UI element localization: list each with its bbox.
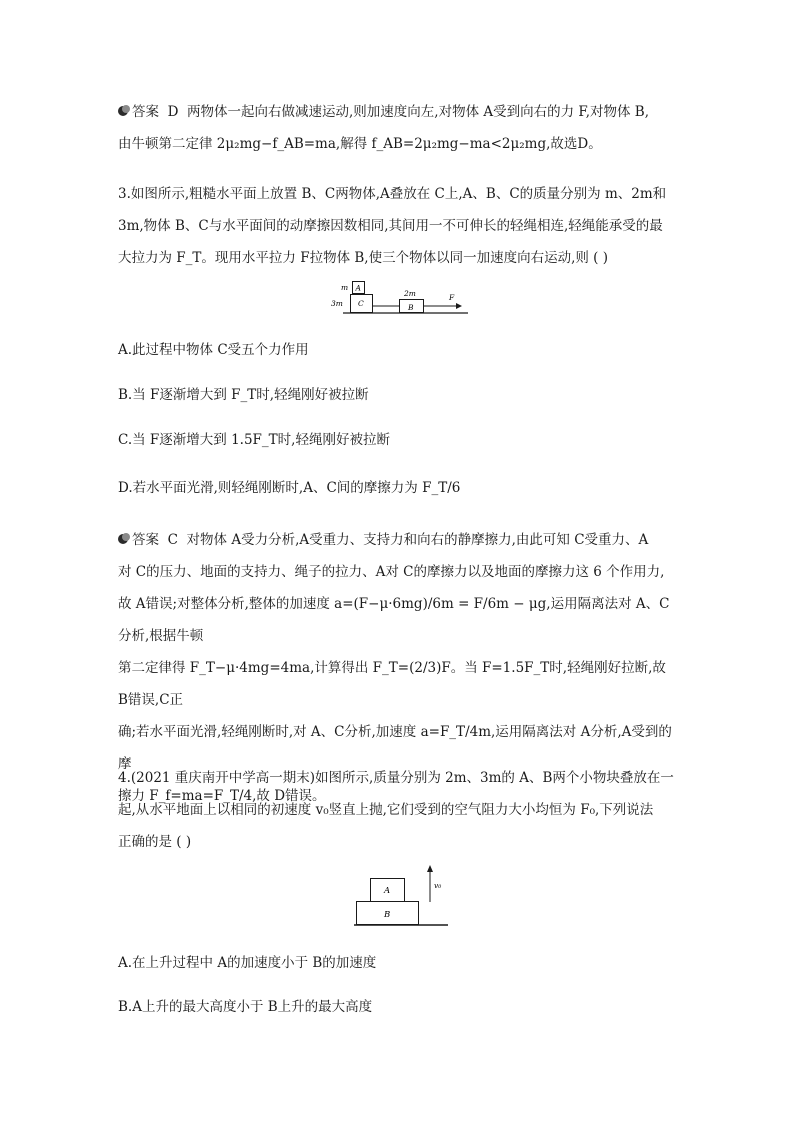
q3-option-a: A.此过程中物体 C受五个力作用 — [118, 342, 309, 358]
answer-3-text-3: 故 A错误;对整体分析,整体的加速度 a=(F−μ·6mg)/6m = F/6m − μg,运用隔离法对 A、C分析,根据牛顿 — [118, 596, 670, 644]
answer-2-block — [118, 96, 678, 160]
answer-3-label: 答案 — [132, 532, 159, 548]
answer-2-text-2: 由牛顿第二定律 2μ₂mg−f_AB=ma,解得 f_AB=2μ₂mg−ma<2μ₂mg,故选D。 — [118, 136, 602, 152]
label-a: A — [355, 283, 361, 293]
question-3-stem — [118, 178, 678, 274]
label-3m: 3m — [331, 299, 343, 308]
answer-2-line-1 — [118, 96, 678, 128]
q4-line-2: 起,从水平地面上以相同的初速度 v₀竖直上抛,它们受到的空气阻力大小均恒为 F₀,下列说法 — [118, 802, 654, 818]
label-b: B — [384, 910, 391, 920]
answer-3-text-6: 擦力 F_f=ma=F_T/4,故 D错误。 — [118, 788, 326, 804]
answer-icon — [118, 105, 130, 117]
q3-option-b: B.当 F逐渐增大到 F_T时,轻绳刚好被拉断 — [118, 387, 369, 403]
label-c: C — [358, 299, 364, 308]
q3-line-2: 3m,物体 B、C与水平面间的动摩擦因数相同,其间用一不可伸长的轻绳相连,轻绳能承受的最 — [118, 218, 663, 234]
q4-line-3: 正确的是 ( ) — [118, 834, 192, 850]
answer-3-text-2: 对 C的压力、地面的支持力、绳子的拉力、A对 C的摩擦力以及地面的摩擦力这 6 个作用力, — [118, 564, 665, 580]
answer-icon — [118, 533, 130, 545]
label-2m: 2m — [404, 289, 416, 298]
label-b: B — [408, 303, 414, 312]
q3-line-1: 3.如图所示,粗糙水平面上放置 B、C两物体,A叠放在 C上,A、B、C的质量分别为 m、2m和 — [118, 186, 667, 202]
answer-2-text-1: 两物体一起向右做减速运动,则加速度向左,对物体 A受到向右的力 F,对物体 B, — [187, 104, 649, 120]
label-m: m — [341, 283, 349, 292]
question-4-stem — [118, 762, 678, 858]
q3-line-3: 大拉力为 F_T。现用水平拉力 F拉物体 B,使三个物体以同一加速度向右运动,则 ( ) — [118, 250, 608, 266]
answer-3-text-1: 对物体 A受力分析,A受重力、支持力和向右的静摩擦力,由此可知 C受重力、A — [186, 532, 649, 548]
answer-2-label: 答案 — [132, 104, 159, 120]
answer-3-text-5: 确;若水平面光滑,轻绳刚断时,对 A、C分析,加速度 a=F_T/4m,运用隔离法对 A分析,A受到的摩 — [118, 724, 672, 772]
answer-3-text-4: 第二定律得 F_T−μ·4mg=4ma,计算得出 F_T=(2/3)F。当 F=1.5F_T时,轻绳刚好拉断,故 B错误,C正 — [118, 660, 666, 708]
velocity-arrowhead — [427, 865, 433, 872]
label-v0: v₀ — [434, 881, 442, 890]
label-f: F — [449, 293, 455, 302]
answer-3-choice: C — [167, 532, 178, 548]
q3-figure — [325, 278, 470, 320]
answer-2-choice: D — [167, 104, 179, 120]
q4-option-a: A.在上升过程中 A的加速度小于 B的加速度 — [118, 955, 377, 971]
answer-3-line-1 — [118, 524, 678, 556]
force-arrowhead — [456, 303, 462, 309]
label-a: A — [384, 886, 391, 896]
q4-option-b: B.A上升的最大高度小于 B上升的最大高度 — [118, 999, 373, 1015]
q3-option-c: C.当 F逐渐增大到 1.5F_T时,轻绳刚好被拉断 — [118, 432, 390, 448]
q4-figure — [350, 862, 450, 930]
q4-line-1: 4.(2021 重庆南开中学高一期末)如图所示,质量分别为 2m、3m的 A、B两个小物块叠放在一 — [118, 770, 674, 786]
q3-option-d: D.若水平面光滑,则轻绳刚断时,A、C间的摩擦力为 F_T/6 — [118, 480, 461, 496]
